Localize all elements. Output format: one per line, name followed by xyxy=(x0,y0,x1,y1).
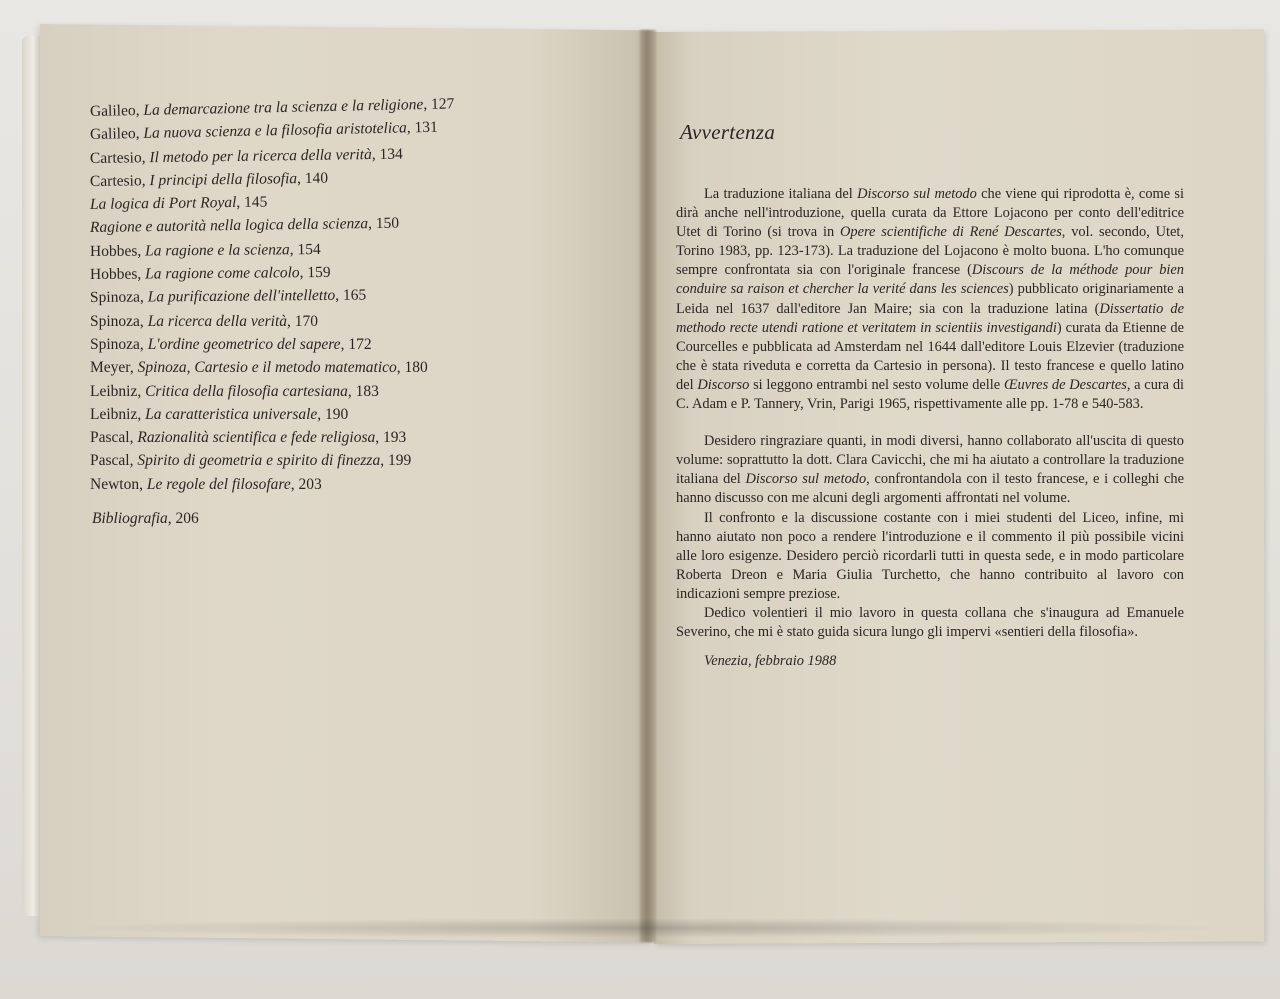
text-run: , a cura di C. Adam e P. Tannery, Vrin, Parigi 1965, rispettivamente alle pp. 1-78 e 540-583. xyxy=(676,376,1185,413)
toc-page-number: , 170 xyxy=(287,312,319,330)
toc-entry xyxy=(90,449,610,472)
paragraph-1 xyxy=(676,185,1184,414)
toc-title: La caratteristica universale xyxy=(145,405,318,423)
toc-author: Spinoza, xyxy=(89,288,148,307)
toc-title: La nuova scienza e la filosofia aristotelica xyxy=(143,119,407,143)
toc-page-number: , 193 xyxy=(375,429,407,447)
toc-author: Spinoza, xyxy=(90,312,148,330)
toc-entry xyxy=(90,426,610,449)
toc-author: Pascal, xyxy=(90,429,138,447)
toc-page-number: , 172 xyxy=(340,335,372,353)
toc-author: Hobbes, xyxy=(89,265,146,284)
toc-page-number: , 134 xyxy=(371,145,403,163)
toc-title: L'ordine geometrico del sapere xyxy=(147,335,341,353)
toc-entry xyxy=(90,356,610,379)
toc-page-number: , 180 xyxy=(396,359,428,377)
toc-title: Spinoza, Cartesio e il metodo matematico xyxy=(137,359,397,377)
text-run: La traduzione italiana del xyxy=(704,186,858,202)
toc-title: La logica di Port Royal xyxy=(89,194,237,214)
toc-title: La ragione e la scienza xyxy=(145,241,290,260)
toc-title: La demarcazione tra la scienza e la religione xyxy=(143,96,424,119)
italic-run: Discorso sul metodo xyxy=(745,471,867,488)
toc-title: I principi della filosofia xyxy=(149,169,298,190)
text-run: Desidero ringraziare quanti, in modi diversi, hanno collaborato all'uscita di questo volume: soprattutto la dott. Clara Cavicchi, che mi ha aiutato a controllare la traduzione italiana del xyxy=(676,433,1184,488)
text-run: , confrontandola con il testo francese, e i colleghi che hanno discusso con me alcuni degli argomenti affrontati nel volume. xyxy=(676,471,1184,507)
toc-page-number: , 159 xyxy=(299,263,331,282)
toc-page-number: , 154 xyxy=(289,240,321,259)
toc-title: Le regole del filosofare xyxy=(146,475,291,493)
toc-entry xyxy=(90,282,610,310)
toc-entry xyxy=(90,333,610,356)
bibliography-entry xyxy=(92,510,199,528)
toc-page-number: , 127 xyxy=(423,95,455,114)
text-run: ) pubblicato originariamente a Leida nel 1637 dall'editore Jan Maire; sia con la traduzione latina ( xyxy=(676,281,1184,317)
table-of-contents xyxy=(89,95,610,496)
toc-title: Critica della filosofia cartesiana xyxy=(145,382,348,400)
toc-page-number: , 150 xyxy=(367,215,400,233)
toc-page-number: , 131 xyxy=(406,119,438,137)
avvertenza-body xyxy=(676,185,1184,671)
toc-page-number: , 145 xyxy=(236,193,268,212)
italic-run: Discours de la méthode pour bien conduire sa raison et chercher la verité dans les sciences xyxy=(676,262,1184,298)
toc-author: Cartesio, xyxy=(89,172,150,190)
toc-page-number: , 190 xyxy=(317,405,349,423)
toc-author: Hobbes, xyxy=(89,242,146,260)
text-run: , vol. secondo, Utet, Torino 1983, pp. 123-173). La traduzione del Lojacono è molto buona. L'ho comunque sempre confrontata sia con l'originale francese ( xyxy=(676,224,1184,279)
toc-page-number: , 183 xyxy=(347,382,379,400)
toc-author: Leibniz, xyxy=(90,405,146,423)
toc-entry xyxy=(90,310,610,333)
toc-author: Galileo, xyxy=(89,125,144,144)
toc-title: Ragione e autorità nella logica della scienza xyxy=(89,215,369,237)
toc-page-number: , 199 xyxy=(380,452,412,470)
italic-run: Dissertatio de methodo recte utendi ratione et veritatem in scientiis investigandi xyxy=(676,300,1184,336)
italic-run: Discorso sul metodo xyxy=(857,186,977,202)
italic-run: Opere scientifiche di René Descartes xyxy=(840,224,1062,241)
toc-page-number: , 140 xyxy=(296,169,329,187)
toc-title: Spirito di geometria e spirito di finezza xyxy=(137,452,381,470)
paragraph-2 xyxy=(676,432,1184,508)
italic-run: Discorso xyxy=(697,376,750,393)
paragraph-4: Dedico volentieri il mio lavoro in questa collana che s'inaugura ad Emanuele Severino, che mi è stato guida sicura lungo gli impervi «sentieri della filosofia». xyxy=(676,604,1184,641)
page-heading: Avvertenza xyxy=(680,120,776,144)
toc-author: Pascal, xyxy=(90,452,138,470)
toc-author: Newton, xyxy=(90,475,147,493)
toc-author: Spinoza, xyxy=(90,335,148,353)
bibliography-title: Bibliografia xyxy=(92,510,168,527)
toc-title: Razionalità scientifica e fede religiosa xyxy=(137,429,376,447)
toc-author: Cartesio, xyxy=(89,148,150,167)
toc-title: La purificazione dell'intelletto xyxy=(147,287,336,306)
toc-author: Meyer, xyxy=(90,359,138,377)
toc-author: Galileo, xyxy=(89,101,144,120)
book-shadow xyxy=(60,918,1240,938)
italic-run: Œuvres de Descartes xyxy=(1003,376,1127,393)
text-run: si leggono entrambi nel sesto volume delle xyxy=(749,376,1004,393)
text-run: ) curata da Etienne de Courcelles e pubblicata ad Amsterdam nel 1644 dall'editore Louis Elzevier (traduzione che è stata riveduta e corretta da Cartesio in persona). Il testo francese e quello latino del xyxy=(676,319,1184,393)
toc-author: Leibniz, xyxy=(90,382,146,400)
toc-entry xyxy=(90,380,610,403)
toc-entry xyxy=(90,403,610,426)
toc-page-number: , 165 xyxy=(335,286,367,305)
signature-line: Venezia, febbraio 1988 xyxy=(704,653,837,670)
bibliography-page: , 206 xyxy=(167,510,199,527)
toc-title: La ragione come calcolo xyxy=(145,264,300,283)
toc-title: Il metodo per la ricerca della verità xyxy=(149,145,372,166)
toc-page-number: , 203 xyxy=(290,475,322,493)
text-run: che viene qui riprodotta è, come si dirà anche nell'introduzione, quella curata da Ettore Lojacono per conto dell'editrice Utet di Torino (si trova in xyxy=(676,186,1185,241)
paragraph-3: Il confronto e la discussione costante con i miei studenti del Liceo, infine, mi hanno aiutato non poco a rendere l'introduzione e il commento il più possibile vicini alle loro esigenze. Desidero perciò ricordarli tutti in questa sede, e in modo particolare Roberta Dreon e Maria Giulia Turchetto, che hanno contribuito al lavoro con indicazioni sempre preziose. xyxy=(676,509,1184,602)
book-gutter xyxy=(640,30,656,942)
toc-title: La ricerca della verità xyxy=(147,312,288,330)
toc-entry xyxy=(90,473,610,496)
